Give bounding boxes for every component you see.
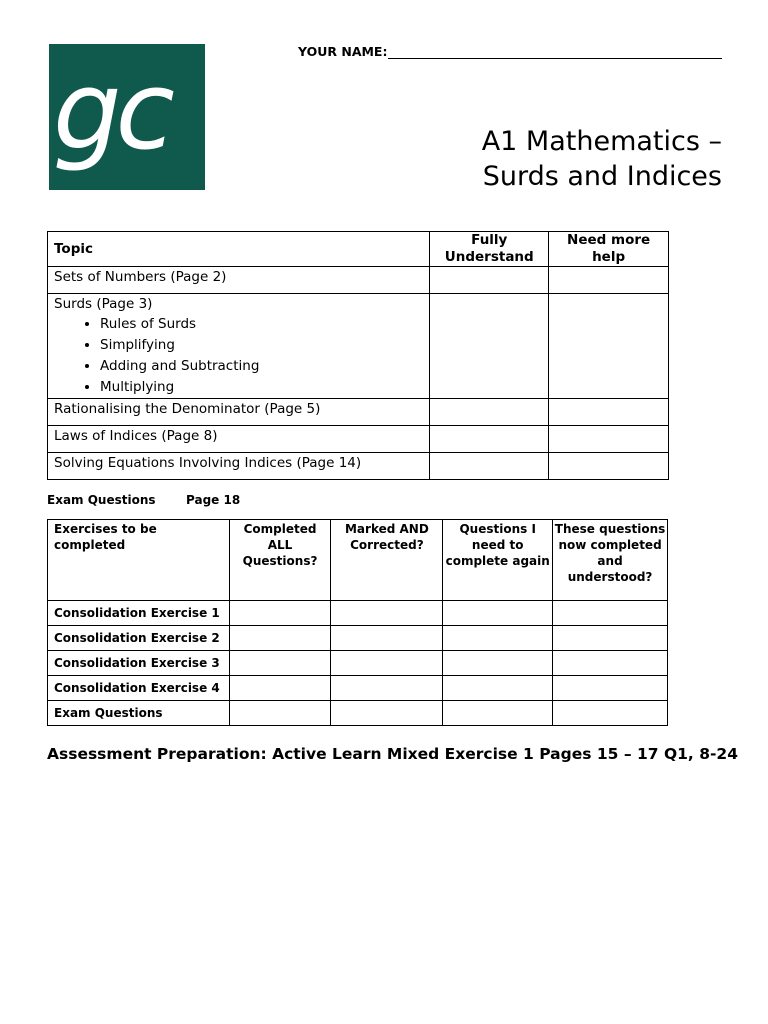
page-title [482, 124, 722, 194]
checkbox-cell[interactable] [229, 701, 331, 726]
complete-again-header: Questions I need to complete again [443, 520, 553, 601]
exercise-row [48, 651, 668, 676]
marked-corrected-header: Marked AND Corrected? [331, 520, 443, 601]
checkbox-cell[interactable] [553, 676, 668, 701]
need-more-help-cell[interactable] [549, 453, 669, 480]
topic-label: Surds (Page 3) [54, 296, 153, 312]
topic-header: Topic [48, 232, 430, 267]
school-logo [49, 44, 205, 190]
need-more-help-cell[interactable] [549, 267, 669, 294]
topic-row [48, 294, 669, 399]
title-line-2: Surds and Indices [482, 161, 722, 192]
topic-cell [48, 294, 430, 399]
topic-bullets [54, 314, 429, 398]
exercise-row [48, 701, 668, 726]
checkbox-cell[interactable] [331, 626, 443, 651]
exercise-label: Exam Questions [48, 701, 230, 726]
checkbox-cell[interactable] [443, 651, 553, 676]
exercise-row [48, 676, 668, 701]
exercises-header: Exercises to be completed [48, 520, 230, 601]
checkbox-cell[interactable] [443, 601, 553, 626]
topic-label: Laws of Indices (Page 8) [48, 426, 430, 453]
exercise-label: Consolidation Exercise 1 [48, 601, 230, 626]
topic-label: Rationalising the Denominator (Page 5) [48, 399, 430, 426]
exercise-table [47, 519, 668, 726]
understood-header: These questions now completed and understood? [553, 520, 668, 601]
topic-row [48, 267, 669, 294]
checkbox-cell[interactable] [331, 676, 443, 701]
fully-understand-cell[interactable] [430, 426, 549, 453]
checkbox-cell[interactable] [553, 651, 668, 676]
checkbox-cell[interactable] [553, 626, 668, 651]
title-line-1: A1 Mathematics – [481, 126, 722, 157]
checkbox-cell[interactable] [229, 676, 331, 701]
fully-understand-cell[interactable] [430, 399, 549, 426]
topic-row [48, 453, 669, 480]
exercise-row [48, 626, 668, 651]
gc-logo-icon [49, 44, 205, 190]
checkbox-cell[interactable] [331, 601, 443, 626]
exercise-label: Consolidation Exercise 3 [48, 651, 230, 676]
topic-row [48, 399, 669, 426]
topic-label: Solving Equations Involving Indices (Page 14) [48, 453, 430, 480]
checkbox-cell[interactable] [229, 626, 331, 651]
fully-understand-cell[interactable] [430, 294, 549, 399]
completed-all-header: Completed ALL Questions? [229, 520, 331, 601]
checkbox-cell[interactable] [443, 626, 553, 651]
exam-questions-label: Exam Questions [47, 493, 156, 507]
topic-row [48, 426, 669, 453]
need-more-help-cell[interactable] [549, 399, 669, 426]
checkbox-cell[interactable] [229, 601, 331, 626]
checkbox-cell[interactable] [553, 601, 668, 626]
checkbox-cell[interactable] [553, 701, 668, 726]
checkbox-cell[interactable] [331, 701, 443, 726]
checkbox-cell[interactable] [443, 701, 553, 726]
your-name-label: YOUR NAME: [298, 44, 388, 59]
name-underline [388, 46, 722, 59]
assessment-preparation: Assessment Preparation: Active Learn Mixed Exercise 1 Pages 15 – 17 Q1, 8-24 [47, 745, 738, 763]
bullet-item: • Simplifying [100, 335, 429, 356]
need-more-help-cell[interactable] [549, 294, 669, 399]
bullet-item: • Multiplying [100, 377, 429, 398]
exercise-row [48, 601, 668, 626]
bullet-item: • Rules of Surds [100, 314, 429, 335]
fully-understand-cell[interactable] [430, 453, 549, 480]
exercise-label: Consolidation Exercise 4 [48, 676, 230, 701]
your-name-field [298, 44, 722, 59]
need-more-help-header: Need more help [549, 232, 669, 267]
exam-questions-heading [47, 493, 241, 507]
topic-label: Sets of Numbers (Page 2) [48, 267, 430, 294]
checkbox-cell[interactable] [443, 676, 553, 701]
checkbox-cell[interactable] [229, 651, 331, 676]
need-more-help-cell[interactable] [549, 426, 669, 453]
checkbox-cell[interactable] [331, 651, 443, 676]
exercise-label: Consolidation Exercise 2 [48, 626, 230, 651]
topics-table [47, 231, 669, 480]
bullet-item: • Adding and Subtracting [100, 356, 429, 377]
exam-questions-page: Page 18 [186, 493, 241, 507]
fully-understand-header: Fully Understand [430, 232, 549, 267]
fully-understand-cell[interactable] [430, 267, 549, 294]
logo-text: gc [53, 49, 169, 174]
